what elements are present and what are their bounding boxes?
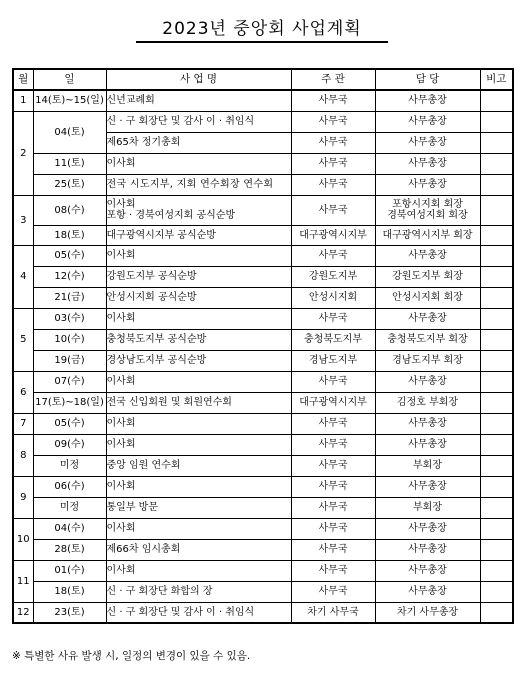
remark-cell [480,308,513,329]
host-cell: 충청북도지부 [291,329,375,350]
host-cell: 차기 사무국 [291,602,375,623]
event-cell: 신 · 구 회장단 및 감사 이 · 취임식 [106,602,291,623]
host-cell: 사무국 [291,153,375,174]
month-cell: 4 [13,245,33,308]
event-cell: 이사회 [106,560,291,581]
day-cell: 17(토)~18(일) [33,392,106,413]
event-cell: 이사회 [106,434,291,455]
day-cell: 19(금) [33,350,106,371]
manager-cell: 사무총장 [375,539,480,560]
manager-cell: 차기 사무총장 [375,602,480,623]
table-row [13,287,513,308]
table-row [13,539,513,560]
day-cell: 25(토) [33,174,106,195]
month-cell: 9 [13,476,33,518]
month-cell: 7 [13,413,33,434]
event-cell: 안성시지회 공식순방 [106,287,291,308]
day-cell: 미정 [33,455,106,476]
remark-cell [480,413,513,434]
remark-cell [480,581,513,602]
host-cell: 사무국 [291,434,375,455]
manager-cell: 강원도지부 회장 [375,266,480,287]
day-cell: 09(수) [33,434,106,455]
remark-cell [480,539,513,560]
event-cell: 강원도지부 공식순방 [106,266,291,287]
header-row [13,69,513,90]
manager-cell: 사무총장 [375,153,480,174]
day-cell: 미정 [33,497,106,518]
event-cell: 신 · 구 회장단 화합의 장 [106,581,291,602]
host-cell: 사무국 [291,413,375,434]
event-cell: 전국 신입회원 및 회원연수회 [106,392,291,413]
manager-cell: 안성시지회 회장 [375,287,480,308]
host-cell: 대구광역시지부 [291,392,375,413]
day-cell: 05(수) [33,245,106,266]
event-cell: 이사회 [106,153,291,174]
table-row [13,350,513,371]
remark-cell [480,287,513,308]
event-cell: 대구광역시지부 공식순방 [106,225,291,245]
host-cell: 대구광역시지부 [291,225,375,245]
day-cell: 01(수) [33,560,106,581]
day-cell: 11(토) [33,153,106,174]
host-cell: 안성시지회 [291,287,375,308]
table-row [13,413,513,434]
table-row [13,392,513,413]
month-cell: 2 [13,111,33,195]
table-row [13,371,513,392]
day-cell: 04(수) [33,518,106,539]
event-line: 포항 · 경북여성지회 공식순방 [106,210,236,221]
manager-cell: 사무총장 [375,413,480,434]
table-row [13,266,513,287]
event-cell: 이사회 [106,476,291,497]
col-header-event: 사 업 명 [106,69,291,90]
table-row [13,455,513,476]
day-cell: 18(토) [33,581,106,602]
manager-cell: 사무총장 [375,434,480,455]
manager-cell: 사무총장 [375,581,480,602]
host-cell: 사무국 [291,245,375,266]
remark-cell [480,392,513,413]
event-cell: 이사회 [106,518,291,539]
event-cell: 신년교례회 [106,90,291,111]
remark-cell [480,90,513,111]
remark-cell [480,602,513,623]
day-cell: 05(수) [33,413,106,434]
day-cell: 08(수) [33,195,106,225]
remark-cell [480,497,513,518]
remark-cell [480,153,513,174]
host-cell: 사무국 [291,195,375,225]
event-cell: 전국 시도지부, 지회 연수회장 연수회 [106,174,291,195]
host-cell: 강원도지부 [291,266,375,287]
remark-cell [480,195,513,225]
remark-cell [480,111,513,132]
host-cell: 사무국 [291,132,375,153]
table-row [13,153,513,174]
event-cell: 경상남도지부 공식순방 [106,350,291,371]
month-cell: 8 [13,434,33,476]
table-row [13,111,513,132]
day-cell: 23(토) [33,602,106,623]
manager-cell: 사무총장 [375,518,480,539]
day-cell: 04(토) [33,111,106,153]
host-cell: 사무국 [291,560,375,581]
event-line: 이사회 [106,199,136,210]
remark-cell [480,350,513,371]
event-cell: 신 · 구 회장단 및 감사 이 · 취임식 [106,111,291,132]
table-row [13,174,513,195]
day-cell: 18(토) [33,225,106,245]
table-row [13,245,513,266]
remark-cell [480,476,513,497]
day-cell: 12(수) [33,266,106,287]
month-cell: 6 [13,371,33,413]
host-cell: 사무국 [291,111,375,132]
event-cell: 이사회 [106,308,291,329]
manager-line: 경북여성지회 회장 [387,210,468,221]
schedule-table [12,68,514,624]
month-cell: 3 [13,195,33,245]
manager-cell: 사무총장 [375,371,480,392]
manager-cell: 사무총장 [375,132,480,153]
table-row [13,90,513,111]
event-cell: 충청북도지부 공식순방 [106,329,291,350]
day-cell: 06(수) [33,476,106,497]
event-cell: 이사회 [106,245,291,266]
table-row [13,476,513,497]
manager-cell: 대구광역시지부 회장 [375,225,480,245]
remark-cell [480,174,513,195]
table-row [13,581,513,602]
table-row [13,329,513,350]
table-row [13,308,513,329]
day-cell: 21(금) [33,287,106,308]
manager-cell: 사무총장 [375,308,480,329]
col-header-remark: 비고 [480,69,513,90]
day-cell: 07(수) [33,371,106,392]
day-cell: 14(토)~15(일) [33,90,106,111]
col-header-day: 일 [33,69,106,90]
manager-cell: 사무총장 [375,111,480,132]
remark-cell [480,455,513,476]
host-cell: 사무국 [291,476,375,497]
col-header-month: 월 [13,69,33,90]
remark-cell [480,518,513,539]
manager-cell: 사무총장 [375,560,480,581]
col-header-host: 주 관 [291,69,375,90]
remark-cell [480,560,513,581]
manager-cell: 김정호 부회장 [375,392,480,413]
host-cell: 사무국 [291,497,375,518]
manager-cell: 충청북도지부 회장 [375,329,480,350]
host-cell: 사무국 [291,174,375,195]
day-cell: 28(토) [33,539,106,560]
col-header-manager: 담 당 [375,69,480,90]
remark-cell [480,132,513,153]
host-cell: 사무국 [291,581,375,602]
manager-cell: 사무총장 [375,174,480,195]
table-row [13,518,513,539]
host-cell: 사무국 [291,539,375,560]
manager-cell: 부회장 [375,455,480,476]
event-cell: 이사회 [106,413,291,434]
table-row [13,434,513,455]
table-row [13,225,513,245]
table-row [13,602,513,623]
day-cell: 10(수) [33,329,106,350]
remark-cell [480,434,513,455]
remark-cell [480,329,513,350]
event-cell: 통일부 방문 [106,497,291,518]
page-title: 2023년 중앙회 사업계획 [136,14,387,43]
manager-line: 포항시지회 회장 [392,199,463,210]
day-cell: 03(수) [33,308,106,329]
table-row [13,195,513,225]
month-cell: 10 [13,518,33,560]
host-cell: 사무국 [291,308,375,329]
host-cell: 사무국 [291,371,375,392]
event-cell: 이사회 [106,371,291,392]
event-cell [106,195,291,225]
manager-cell: 경남도지부 회장 [375,350,480,371]
month-cell: 5 [13,308,33,371]
month-cell: 1 [13,90,33,111]
remark-cell [480,225,513,245]
host-cell: 경남도지부 [291,350,375,371]
host-cell: 사무국 [291,518,375,539]
event-cell: 제65차 정기총회 [106,132,291,153]
remark-cell [480,245,513,266]
manager-cell: 사무총장 [375,245,480,266]
remark-cell [480,266,513,287]
footnote: ※ 특별한 사유 발생 시, 일정의 변경이 있을 수 있음. [12,650,251,662]
manager-cell: 사무총장 [375,90,480,111]
table-row [13,560,513,581]
month-cell: 12 [13,602,33,623]
manager-cell: 사무총장 [375,476,480,497]
month-cell: 11 [13,560,33,602]
manager-cell: 부회장 [375,497,480,518]
event-cell: 제66차 임시총회 [106,539,291,560]
remark-cell [480,371,513,392]
manager-cell [375,195,480,225]
event-cell: 중앙 임원 연수회 [106,455,291,476]
host-cell: 사무국 [291,455,375,476]
table-row [13,497,513,518]
host-cell: 사무국 [291,90,375,111]
